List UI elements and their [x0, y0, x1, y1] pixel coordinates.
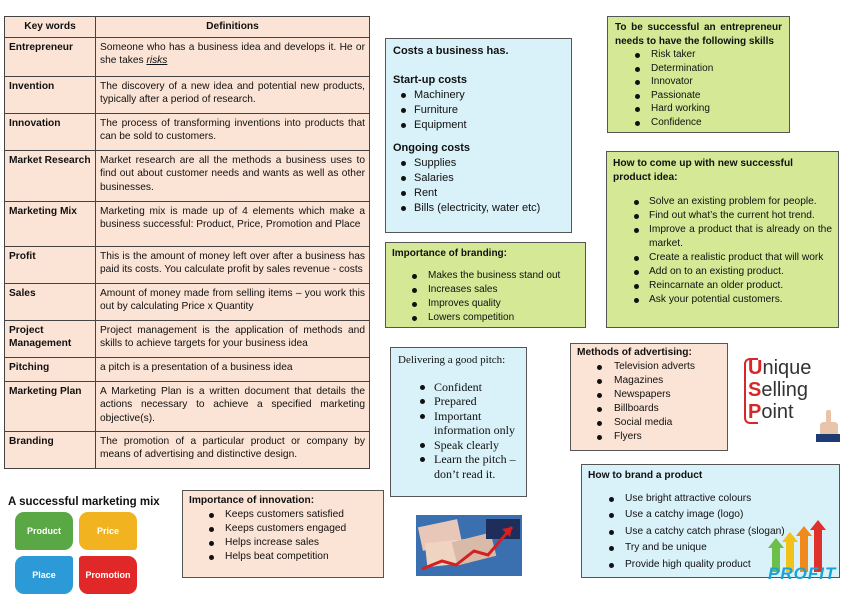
table-row: [5, 431, 370, 468]
definition-cell: Project management is the application of methods and skills to achieve targets for your business idea: [96, 320, 370, 357]
list-item: Risk taker: [615, 48, 782, 62]
usp-letter-s: S: [748, 379, 762, 401]
term-cell: Marketing Plan: [5, 381, 96, 431]
term-cell: Project Management: [5, 320, 96, 357]
list-item: Use bright attractive colours: [588, 491, 833, 508]
definition-cell: Market research are all the methods a business uses to find out about customer needs and wants as well as other businesses.: [96, 150, 370, 201]
branding-importance-list: [392, 269, 579, 325]
list-item: Prepared: [398, 394, 519, 409]
advertising-list: [577, 360, 721, 444]
list-item: Improves quality: [392, 297, 579, 311]
table-row: [5, 283, 370, 320]
term-cell: Marketing Mix: [5, 201, 96, 246]
ongoing-costs-list: [393, 156, 564, 216]
definition-cell: Someone who has a business idea and develops it. He or she takes risks: [96, 37, 370, 76]
list-item: Determination: [615, 62, 782, 76]
list-item: Keeps customers satisfied: [189, 508, 377, 522]
term-cell: Branding: [5, 431, 96, 468]
list-item: Add on to an existing product.: [613, 265, 832, 279]
table-row: [5, 357, 370, 381]
term-cell: Market Research: [5, 150, 96, 201]
new-product-box: [606, 151, 839, 328]
entrepreneur-skills-list: [615, 48, 782, 129]
product-tile: Product: [15, 512, 73, 550]
definition-cell: Amount of money made from selling items – you work this out by calculating Price x Quantity: [96, 283, 370, 320]
pitch-title: Delivering a good pitch:: [398, 354, 506, 366]
table-row: [5, 320, 370, 357]
list-item: Salaries: [393, 171, 564, 186]
money-growth-image: [416, 515, 522, 576]
startup-costs-title: Start-up costs: [393, 74, 467, 86]
risks-emphasis: risks: [146, 55, 168, 66]
innovation-importance-list: [189, 508, 377, 564]
branding-importance-box: [385, 242, 586, 328]
branding-importance-title: Importance of branding:: [392, 248, 507, 259]
term-cell: Pitching: [5, 357, 96, 381]
usp-graphic: [742, 356, 842, 446]
list-item: Solve an existing problem for people.: [613, 195, 832, 209]
ongoing-costs-title: Ongoing costs: [393, 142, 470, 154]
usp-letter-u: U: [748, 357, 763, 379]
definition-cell: The discovery of a new idea and potential new products, typically after a period of research.: [96, 76, 370, 113]
brand-product-title: How to brand a product: [588, 470, 703, 481]
pitch-list: [398, 380, 519, 482]
innovation-importance-title: Importance of innovation:: [189, 495, 315, 506]
advertising-title: Methods of advertising:: [577, 347, 692, 358]
promotion-tile: Promotion: [79, 556, 137, 594]
list-item: Passionate: [615, 89, 782, 103]
price-tile: Price: [79, 512, 137, 550]
profit-label: PROFIT: [768, 564, 837, 583]
table-row: [5, 150, 370, 201]
list-item: Speak clearly: [398, 438, 519, 453]
usp-letter-p: P: [748, 401, 762, 423]
place-tile: Place: [15, 556, 73, 594]
list-item: Ask your potential customers.: [613, 293, 832, 307]
entrepreneur-skills-box: [607, 16, 790, 133]
definition-cell: a pitch is a presentation of a business idea: [96, 357, 370, 381]
table-row: [5, 201, 370, 246]
costs-title: Costs a business has.: [393, 45, 509, 57]
usp-line-2: Selling: [748, 379, 809, 401]
term-cell: Innovation: [5, 113, 96, 150]
entrepreneur-skills-title: To be successful an entrepreneur needs to have the following skills: [615, 22, 782, 47]
list-item: Magazines: [577, 374, 721, 388]
list-item: Bills (electricity, water etc): [393, 201, 564, 216]
list-item: Television adverts: [577, 360, 721, 374]
usp-line-1: Unique: [748, 357, 812, 379]
list-item: Create a realistic product that will work: [613, 251, 832, 265]
list-item: Billboards: [577, 402, 721, 416]
list-item: Flyers: [577, 430, 721, 444]
new-product-list: [613, 195, 832, 307]
list-item: Machinery: [393, 88, 564, 103]
term-cell: Invention: [5, 76, 96, 113]
list-item: Supplies: [393, 156, 564, 171]
definition-cell: The process of transforming inventions into products that can be sold to customers.: [96, 113, 370, 150]
list-item: Use a catchy catch phrase (slogan): [588, 524, 833, 541]
definition-cell: Marketing mix is made up of 4 elements which make a business successful: Product, Price, Promotion and Place: [96, 201, 370, 246]
table-row: [5, 381, 370, 431]
term-cell: Entrepreneur: [5, 37, 96, 76]
list-item: Reincarnate an older product.: [613, 279, 832, 293]
startup-costs-list: [393, 88, 564, 133]
keywords-table: [4, 16, 370, 469]
list-item: Equipment: [393, 118, 564, 133]
innovation-importance-box: [182, 490, 384, 578]
list-item: Provide high quality product: [588, 557, 833, 574]
list-item: Important information only: [398, 409, 519, 438]
usp-line-3: Point: [748, 401, 794, 423]
new-product-title: How to come up with new successful product idea:: [613, 158, 794, 183]
list-item: Innovator: [615, 75, 782, 89]
list-item: Try and be unique: [588, 540, 833, 557]
list-item: Confidence: [615, 116, 782, 130]
list-item: Makes the business stand out: [392, 269, 579, 283]
marketing-mix-title: A successful marketing mix: [8, 496, 160, 508]
list-item: Social media: [577, 416, 721, 430]
term-cell: Profit: [5, 246, 96, 283]
profit-graphic: [766, 520, 844, 590]
table-row: [5, 76, 370, 113]
pointing-hand-icon: [814, 408, 840, 442]
list-item: Newspapers: [577, 388, 721, 402]
table-header-definition: Definitions: [96, 17, 370, 38]
list-item: Learn the pitch – don’t read it.: [398, 452, 519, 481]
definition-cell: A Marketing Plan is a written document that details the actions necessary to achieve a specified marketing objective(s).: [96, 381, 370, 431]
table-row: [5, 113, 370, 150]
definition-cell: This is the amount of money left over after a business has paid its costs. You calculate profit by sales revenue - costs: [96, 246, 370, 283]
list-item: Keeps customers engaged: [189, 522, 377, 536]
list-item: Rent: [393, 186, 564, 201]
table-header-term: Key words: [5, 17, 96, 38]
list-item: Increases sales: [392, 283, 579, 297]
list-item: Helps increase sales: [189, 536, 377, 550]
costs-box: [385, 38, 572, 233]
table-row: [5, 246, 370, 283]
list-item: Use a catchy image (logo): [588, 507, 833, 524]
list-item: Helps beat competition: [189, 550, 377, 564]
advertising-box: [570, 343, 728, 451]
list-item: Find out what’s the current hot trend.: [613, 209, 832, 223]
list-item: Furniture: [393, 103, 564, 118]
table-row: [5, 37, 370, 76]
term-cell: Sales: [5, 283, 96, 320]
table-header-row: [5, 17, 370, 38]
list-item: Confident: [398, 380, 519, 395]
definition-cell: The promotion of a particular product or company by means of advertising and distinctive design.: [96, 431, 370, 468]
list-item: Lowers competition: [392, 311, 579, 325]
list-item: Hard working: [615, 102, 782, 116]
pitch-box: [390, 347, 527, 497]
list-item: Improve a product that is already on the market.: [613, 223, 832, 251]
